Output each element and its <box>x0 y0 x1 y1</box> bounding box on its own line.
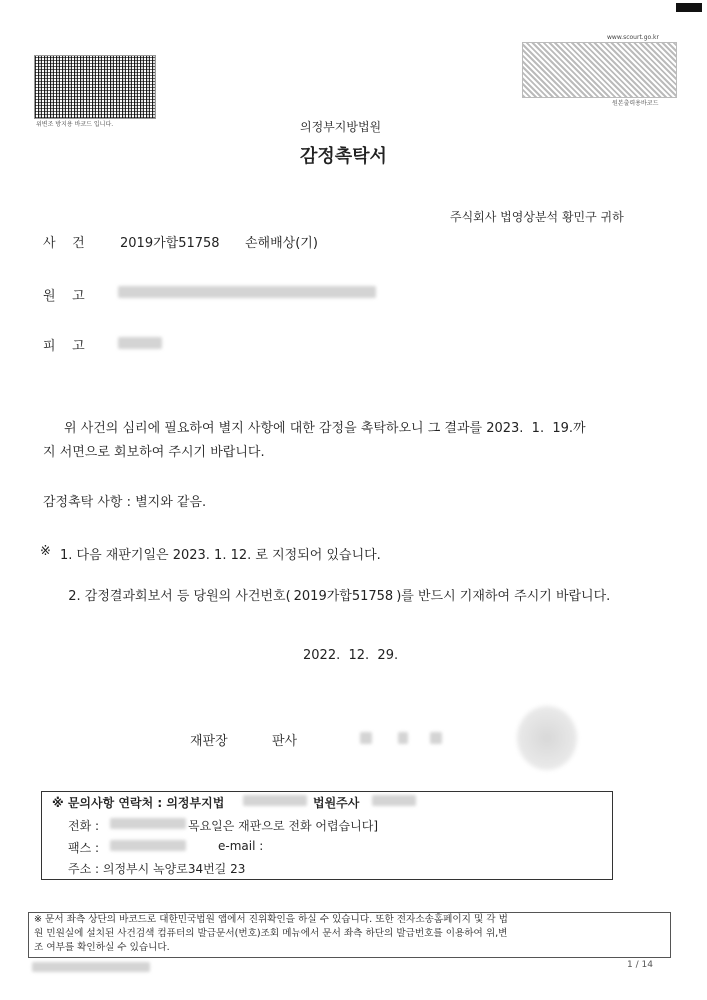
note-2-prefix: 2. 감정결과회보서 등 당원의 사건번호( <box>68 589 291 604</box>
authenticity-barcode <box>34 55 156 119</box>
contact-title-b: 법원주사 <box>313 796 360 810</box>
email-label: e-mail : <box>218 839 264 853</box>
notes-mark: ※ <box>40 544 51 559</box>
defendant-redacted <box>118 337 162 349</box>
request-matter: 감정촉탁 사항 : 별지와 같음. <box>43 495 207 510</box>
defendant-label: 피 고 <box>43 339 85 354</box>
fax-redacted <box>110 840 186 851</box>
phone-redacted <box>110 818 186 829</box>
notice-line-2: 원 민원실에 설치된 사건검색 컴퓨터의 발급문서(번호)조회 메뉴에서 문서 좌측 하단의 발급번호를 이용하여 위,변 <box>34 928 508 939</box>
corner-mark <box>676 3 702 12</box>
issue-date: 2022. 12. 29. <box>303 648 399 663</box>
original-print-barcode <box>522 42 677 98</box>
presiding-judge-label: 재판장 <box>190 734 228 749</box>
issuance-number-redacted <box>32 962 150 972</box>
court-address: 주소 : 의정부시 녹양로34번길 23 <box>68 862 246 876</box>
court-name: 의정부지방법원 <box>300 120 382 134</box>
phone-label: 전화 : <box>68 819 100 833</box>
contact-clerk-redacted <box>372 795 416 806</box>
site-url: www.scourt.go.kr <box>607 34 659 41</box>
body-line-1: 위 사건의 심리에 필요하여 별지 사항에 대한 감정을 촉탁하오니 그 결과를 2023. 1. 19.까 <box>64 421 586 436</box>
judge-label: 판사 <box>272 734 298 749</box>
contact-dept-redacted <box>243 795 307 806</box>
plaintiff-label: 원 고 <box>43 289 85 304</box>
plaintiff-redacted <box>118 286 376 298</box>
right-barcode-caption: 원본출력용바코드 <box>612 100 659 107</box>
case-name: 손해배상(기) <box>245 236 318 251</box>
page-number: 1 / 14 <box>627 960 653 970</box>
case-label: 사 건 <box>43 236 85 251</box>
notice-line-1: ※ 문서 좌측 상단의 바코드로 대한민국법원 앱에서 진위확인을 하실 수 있습니다. 또한 전자소송홈페이지 및 각 법 <box>34 914 508 925</box>
body-line-2: 지 서면으로 회보하여 주시기 바랍니다. <box>43 445 265 460</box>
phone-note: 목요일은 재판으로 전화 어렵습니다] <box>188 819 379 833</box>
left-barcode-caption: 위변조 방지용 바코드 입니다. <box>36 121 114 128</box>
note-1: 1. 다음 재판기일은 2023. 1. 12. 로 지정되어 있습니다. <box>60 548 381 563</box>
court-seal <box>517 706 577 770</box>
contact-title-a: ※ 문의사항 연락처 : 의정부지법 <box>52 796 225 810</box>
note-2-case-number: 2019가합51758 <box>293 589 394 604</box>
notice-line-3: 조 여부를 확인하실 수 있습니다. <box>34 942 170 953</box>
note-2-suffix: )를 반드시 기재하여 주시기 바랍니다. <box>396 589 611 604</box>
note-2 <box>60 570 610 604</box>
case-number: 2019가합51758 <box>120 236 220 251</box>
judge-name-redacted-2 <box>398 732 408 744</box>
recipient: 주식회사 법영상분석 황민구 귀하 <box>450 210 624 224</box>
document-title: 감정촉탁서 <box>300 146 387 167</box>
judge-name-redacted-1 <box>360 732 372 744</box>
judge-name-redacted-3 <box>430 732 442 744</box>
fax-label: 팩스 : <box>68 841 100 855</box>
